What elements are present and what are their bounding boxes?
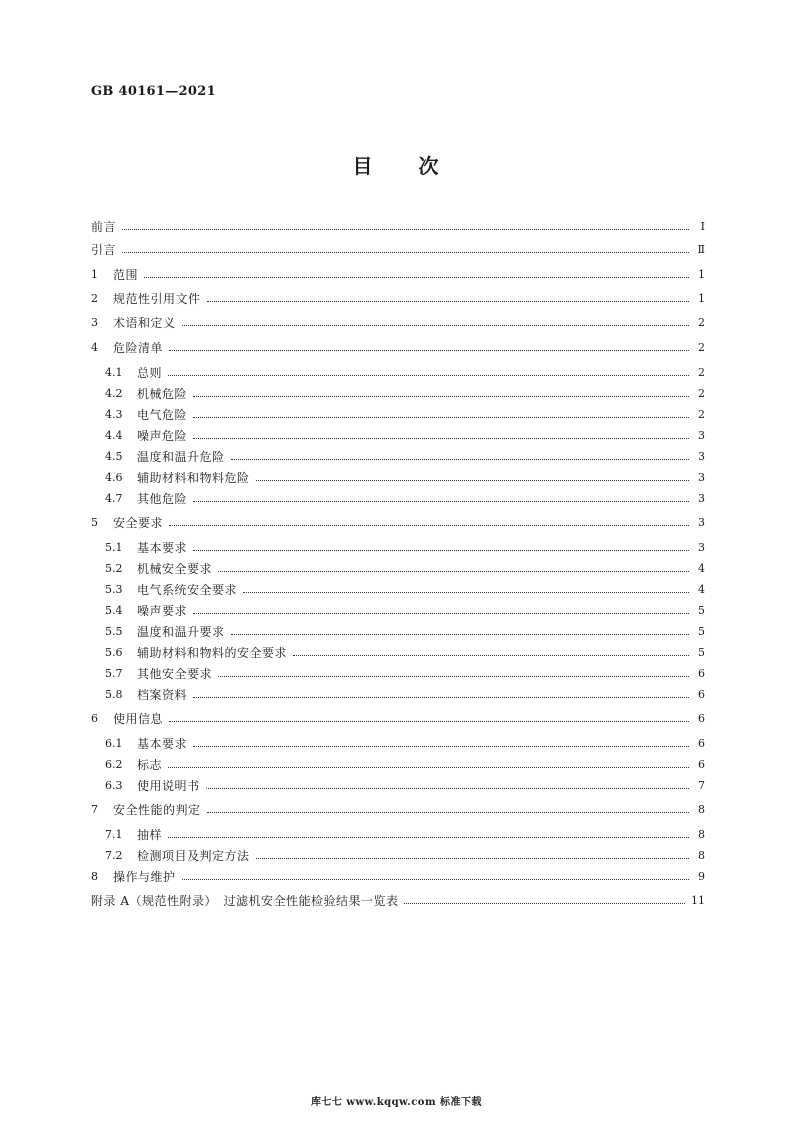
toc-entry-6[interactable] bbox=[91, 710, 705, 728]
page-title-part2: 次 bbox=[418, 154, 441, 178]
toc-entry-page: 9 bbox=[698, 870, 705, 883]
toc-entry-5-3[interactable] bbox=[105, 581, 705, 599]
toc-entry-number: 5.6 bbox=[105, 646, 123, 659]
toc-entry-7[interactable] bbox=[91, 801, 705, 819]
toc-entry-number: 4.5 bbox=[105, 450, 123, 463]
toc-leader-dots bbox=[122, 228, 689, 230]
toc-entry-page: 3 bbox=[698, 450, 705, 463]
toc-leader-dots bbox=[193, 549, 689, 551]
toc-entry-page: 3 bbox=[698, 492, 705, 505]
toc-entry-number: 6 bbox=[91, 712, 98, 725]
toc-leader-dots bbox=[193, 745, 689, 747]
toc-leader-dots bbox=[193, 437, 689, 439]
toc-entry-title: 噪声危险 bbox=[137, 429, 188, 443]
toc-leader-dots bbox=[293, 654, 689, 656]
toc-leader-dots bbox=[256, 479, 689, 481]
toc-entry-page: 6 bbox=[698, 667, 705, 680]
toc-entry-title: 机械安全要求 bbox=[137, 562, 213, 576]
toc-entry-number: 4.1 bbox=[105, 366, 123, 379]
toc-entry-number: 4.3 bbox=[105, 408, 123, 421]
toc-entry-page: 2 bbox=[698, 316, 705, 329]
toc-entry-5-7[interactable] bbox=[105, 665, 705, 683]
standard-code: GB 40161—2021 bbox=[91, 84, 216, 99]
toc-entry-title: 操作与维护 bbox=[113, 870, 176, 884]
toc-entry-page: 2 bbox=[698, 366, 705, 379]
toc-entry-4[interactable] bbox=[91, 339, 705, 357]
toc-entry-number: 4.7 bbox=[105, 492, 123, 505]
toc-entry-page: 3 bbox=[698, 471, 705, 484]
toc-entry-page: 1 bbox=[698, 292, 705, 305]
toc-leader-dots bbox=[193, 395, 689, 397]
toc-leader-dots bbox=[404, 902, 685, 904]
toc-leader-dots bbox=[168, 374, 689, 376]
toc-entry-page: 7 bbox=[698, 779, 705, 792]
toc-entry-title: 使用信息 bbox=[113, 712, 164, 726]
toc-entry-number: 8 bbox=[91, 870, 98, 883]
toc-entry-page: 5 bbox=[698, 646, 705, 659]
toc-leader-dots bbox=[206, 787, 689, 789]
toc-entry-page: Ⅱ bbox=[697, 243, 705, 256]
toc-entry-page: 2 bbox=[698, 408, 705, 421]
toc-entry-number: 5.4 bbox=[105, 604, 123, 617]
toc-entry-5[interactable] bbox=[91, 514, 705, 532]
toc-leader-dots bbox=[144, 276, 689, 278]
toc-entry-4-2[interactable] bbox=[105, 385, 705, 403]
toc-entry-number: 2 bbox=[91, 292, 98, 305]
toc-entry-number: 5.5 bbox=[105, 625, 123, 638]
toc-entry-number: 5.2 bbox=[105, 562, 123, 575]
toc-entry-title: 其他危险 bbox=[137, 492, 188, 506]
toc-entry-title: 安全要求 bbox=[113, 516, 164, 530]
toc-entry-number: 4.4 bbox=[105, 429, 123, 442]
toc-entry-title: 机械危险 bbox=[137, 387, 188, 401]
toc-entry-6-2[interactable] bbox=[105, 756, 705, 774]
toc-leader-dots bbox=[168, 766, 689, 768]
toc-leader-dots bbox=[256, 857, 689, 859]
toc-leader-dots bbox=[169, 720, 689, 722]
toc-entry-number: 5.8 bbox=[105, 688, 123, 701]
toc-entry-title: 辅助材料和物料的安全要求 bbox=[137, 646, 288, 660]
toc-entry-4-5[interactable] bbox=[105, 448, 705, 466]
toc-entry-page: 8 bbox=[698, 849, 705, 862]
toc-entry-4-4[interactable] bbox=[105, 427, 705, 445]
toc-entry-number: 4 bbox=[91, 341, 98, 354]
toc-entry-number: 6.2 bbox=[105, 758, 123, 771]
toc-entry-8[interactable] bbox=[91, 868, 705, 886]
toc-entry-page: 3 bbox=[698, 429, 705, 442]
toc-entry-title: 档案资料 bbox=[137, 688, 188, 702]
toc-leader-dots bbox=[193, 500, 689, 502]
toc-entry-title: 引言 bbox=[91, 243, 117, 257]
toc-entry-page: 6 bbox=[698, 758, 705, 771]
toc-leader-dots bbox=[243, 591, 689, 593]
toc-entry-page: 4 bbox=[698, 583, 705, 596]
toc-leader-dots bbox=[193, 696, 689, 698]
toc-entry-title: 基本要求 bbox=[137, 541, 188, 555]
toc-leader-dots bbox=[168, 836, 689, 838]
toc-entry-page: 3 bbox=[698, 516, 705, 529]
toc-entry-page: 5 bbox=[698, 625, 705, 638]
toc-entry-6-3[interactable] bbox=[105, 777, 705, 795]
toc-entry-page: 8 bbox=[698, 828, 705, 841]
toc-entry-introduction[interactable] bbox=[91, 241, 705, 259]
toc-entry-title: 噪声要求 bbox=[137, 604, 188, 618]
toc-entry-title: 电气系统安全要求 bbox=[137, 583, 238, 597]
toc-entry-number: 5.7 bbox=[105, 667, 123, 680]
toc-entry-5-6[interactable] bbox=[105, 644, 705, 662]
toc-entry-number: 4.2 bbox=[105, 387, 123, 400]
toc-leader-dots bbox=[122, 251, 689, 253]
toc-entry-title: 术语和定义 bbox=[113, 316, 176, 330]
toc-entry-4-6[interactable] bbox=[105, 469, 705, 487]
toc-entry-5-5[interactable] bbox=[105, 623, 705, 641]
toc-entry-page: 5 bbox=[698, 604, 705, 617]
toc-leader-dots bbox=[231, 458, 689, 460]
toc-entry-number: 3 bbox=[91, 316, 98, 329]
toc-entry-title: 标志 bbox=[137, 758, 163, 772]
toc-entry-number: 6.3 bbox=[105, 779, 123, 792]
toc-entry-title: 温度和温升危险 bbox=[137, 450, 225, 464]
toc-entry-1[interactable] bbox=[91, 266, 705, 284]
toc-entry-7-1[interactable] bbox=[105, 826, 705, 844]
toc-entry-5-4[interactable] bbox=[105, 602, 705, 620]
toc-entry-title: 使用说明书 bbox=[137, 779, 200, 793]
toc-entry-page: 6 bbox=[698, 737, 705, 750]
toc-entry-title: 温度和温升要求 bbox=[137, 625, 225, 639]
toc-entry-title: 辅助材料和物料危险 bbox=[137, 471, 250, 485]
toc-entry-7-2[interactable] bbox=[105, 847, 705, 865]
toc-entry-number: 7 bbox=[91, 803, 98, 816]
toc-entry-number: 7.1 bbox=[105, 828, 123, 841]
toc-entry-page: 6 bbox=[698, 712, 705, 725]
toc-entry-title: 基本要求 bbox=[137, 737, 188, 751]
toc-leader-dots bbox=[218, 675, 689, 677]
toc-leader-dots bbox=[218, 570, 689, 572]
toc-entry-page: 6 bbox=[698, 688, 705, 701]
toc-entry-number: 4.6 bbox=[105, 471, 123, 484]
toc-entry-title: 附录 A（规范性附录） 过滤机安全性能检验结果一览表 bbox=[91, 894, 399, 908]
toc-leader-dots bbox=[182, 878, 689, 880]
toc-entry-page: 2 bbox=[698, 387, 705, 400]
toc-entry-foreword[interactable] bbox=[91, 218, 705, 236]
toc-leader-dots bbox=[193, 612, 689, 614]
toc-entry-annex-a[interactable] bbox=[91, 892, 705, 910]
toc-entry-3[interactable] bbox=[91, 314, 705, 332]
toc-leader-dots bbox=[169, 349, 689, 351]
toc-entry-number: 5.1 bbox=[105, 541, 123, 554]
toc-entry-page: 8 bbox=[698, 803, 705, 816]
toc-entry-title: 规范性引用文件 bbox=[113, 292, 201, 306]
toc-entry-page: 1 bbox=[698, 268, 705, 281]
toc-entry-number: 6.1 bbox=[105, 737, 123, 750]
toc-entry-page: 3 bbox=[698, 541, 705, 554]
toc-entry-page: Ⅰ bbox=[700, 220, 705, 233]
toc-entry-title: 危险清单 bbox=[113, 341, 164, 355]
toc-leader-dots bbox=[231, 633, 689, 635]
toc-entry-title: 电气危险 bbox=[137, 408, 188, 422]
toc-entry-title: 安全性能的判定 bbox=[113, 803, 201, 817]
toc-leader-dots bbox=[207, 300, 689, 302]
toc-leader-dots bbox=[207, 811, 689, 813]
toc-entry-page: 11 bbox=[691, 894, 705, 907]
toc-entry-title: 范围 bbox=[113, 268, 139, 282]
toc-entry-number: 5.3 bbox=[105, 583, 123, 596]
toc-entry-5-1[interactable] bbox=[105, 539, 705, 557]
toc-leader-dots bbox=[169, 524, 689, 526]
toc-entry-number: 1 bbox=[91, 268, 98, 281]
toc-entry-4-7[interactable] bbox=[105, 490, 705, 508]
toc-entry-title: 总则 bbox=[137, 366, 163, 380]
toc-entry-page: 4 bbox=[698, 562, 705, 575]
toc-entry-title: 抽样 bbox=[137, 828, 163, 842]
toc-leader-dots bbox=[193, 416, 689, 418]
footer-watermark-text: 库七七 www.kqqw.com 标准下载 bbox=[310, 1097, 483, 1108]
toc-entry-title: 检测项目及判定方法 bbox=[137, 849, 250, 863]
toc-leader-dots bbox=[182, 324, 689, 326]
toc-entry-5-8[interactable] bbox=[105, 686, 705, 704]
toc-entry-2[interactable] bbox=[91, 290, 705, 308]
page-title-part1: 目 bbox=[352, 154, 375, 178]
toc-entry-4-3[interactable] bbox=[105, 406, 705, 424]
toc-entry-6-1[interactable] bbox=[105, 735, 705, 753]
toc-entry-4-1[interactable] bbox=[105, 364, 705, 382]
toc-entry-number: 7.2 bbox=[105, 849, 123, 862]
toc-entry-page: 2 bbox=[698, 341, 705, 354]
toc-entry-title: 其他安全要求 bbox=[137, 667, 213, 681]
toc-entry-title: 前言 bbox=[91, 220, 117, 234]
toc-entry-5-2[interactable] bbox=[105, 560, 705, 578]
toc-entry-number: 5 bbox=[91, 516, 98, 529]
